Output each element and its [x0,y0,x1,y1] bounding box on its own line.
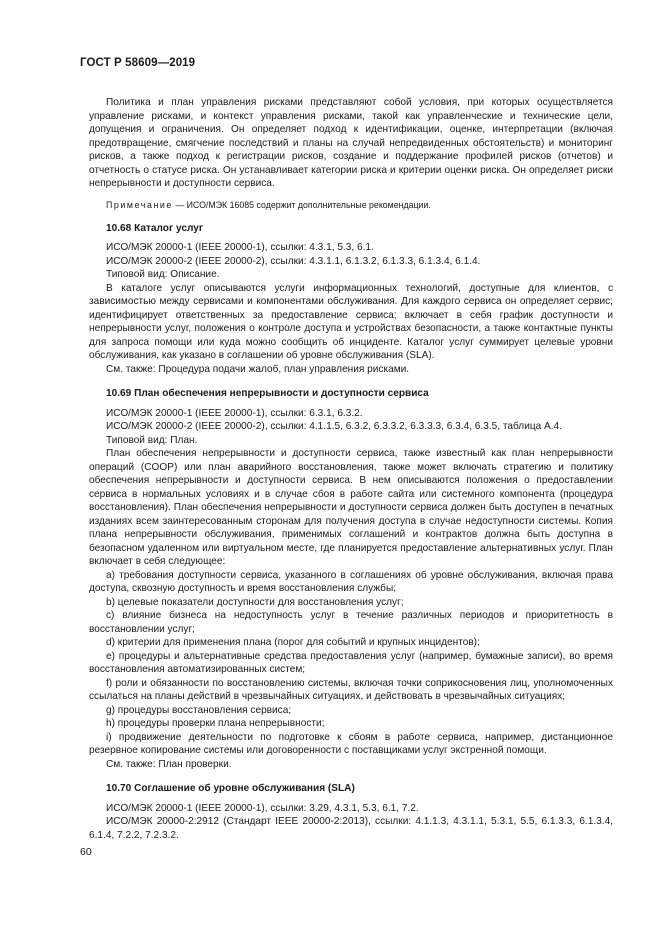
paragraph: Политика и план управления рисками представляют собой условия, при которых осуществляется управление рисками, и контекст управления рисками, такой как управленческие и технические цели, допущения и ограничения. Он определяет подход к идентификации, оценке, интерпретации (включая предотвращение, смягчение последствий и планы на случай непредвиденных обстоятельств) и мониторинг рисков, а также подход к регистрации рисков, создание и поддержание профилей рисков (отчетов) и отчетность о статусе риска. Он устанавливает категории риска и критерии оценки риска. Он определяет риски непрерывности и доступности сервиса. [89,97,613,189]
paragraph: i) продвижение деятельности по подготовке к сбоям в работе сервиса, например, дистанционное резервное копирование системы или договоренности с поставщиками услуг экстренной помощи. [89,731,613,756]
paragraph: ИСО/МЭК 20000-2 (IEEE 20000-2), ссылки: 4.1.1.5, 6.3.2, 6.3.3.2, 6.3.3.3, 6.3.4, 6.3.5, таблица А.4. [106,421,562,432]
page-number: 60 [80,846,92,858]
paragraph: См. также: План проверки. [106,758,232,770]
paragraph: h) процедуры проверки плана непрерывности; [106,718,325,729]
page-header: ГОСТ Р 58609—2019 [80,57,196,69]
paragraph: g) процедуры восстановления сервиса; [106,704,292,716]
paragraph: e) процедуры и альтернативные средства предоставления услуг (например, бумажные записи), во время восстановления автоматизированных систем; [89,650,613,675]
paragraph: Типовой вид: Описание. [106,269,220,280]
paragraph: План обеспечения непрерывности и доступности сервиса, также известный как план непрерывности операций (COOP) или план аварийного восстановления, также может включать стратегию и политику обеспечения непрерывности и доступности сервиса. В нем описываются положения о предоставлении сервиса в нормальных условиях и в случае сбоя в работе сайта или системного компонента (процедура восстановления). План обеспечения непрерывности и доступности сервиса должен быть доступен в печатных изданиях всем заинтересованным сторонам для получения доступа в случае недоступности системы. Копия плана непрерывности обслуживания, применимых соглашений и контрактов должна быть доступна в безопасном удаленном или виртуальном месте, где планируется предоставление альтернативных услуг. План включает в себя следующее: [89,448,613,567]
section-heading: 10.69 План обеспечения непрерывности и доступности сервиса [106,388,429,399]
document-body [89,96,613,842]
paragraph: a) требования доступности сервиса, указанного в соглашениях об уровне обслуживания, включая права доступа, сквозную доступность и время восстановления службы; [89,569,613,594]
paragraph: d) критерии для применения плана (порог для событий и крупных инцидентов); [106,637,480,648]
paragraph: b) целевые показатели доступности для восстановления услуг; [106,596,404,608]
paragraph: См. также: Процедура подачи жалоб, план управления рисками. [106,363,410,375]
paragraph: ИСО/МЭК 20000-2 (IEEE 20000-2), ссылки: 4.3.1.1, 6.1.3.2, 6.1.3.3, 6.1.3.4, 6.1.4. [106,255,481,267]
paragraph: Типовой вид: План. [106,434,198,446]
note-text: — ИСО/МЭК 16085 содержит дополнительные рекомендации. [172,199,431,210]
paragraph: ИСО/МЭК 20000-1 (IEEE 20000-1), ссылки: 6.3.1, 6.3.2. [106,407,363,419]
paragraph: ИСО/МЭК 20000-1 (IEEE 20000-1), ссылки: 3.29, 4.3.1, 5.3, 6.1, 7.2. [106,802,419,814]
note-paragraph [89,199,613,211]
paragraph: f) роли и обязанности по восстановлению системы, включая точки соприкосновения лиц, уполномоченных ссылаться на планы действий в чрезвычайных ситуациях, и действовать в чрезвычайных ситуациях; [89,677,613,702]
section-heading: 10.70 Соглашение об уровне обслуживания (SLA) [106,783,355,794]
paragraph: ИСО/МЭК 20000-2:2912 (Стандарт IEEE 20000-2:2013), ссылки: 4.1.1.3, 4.3.1.1, 5.3.1, 5.5, 6.1.3.3, 6.1.3.4, 6.1.4, 7.2.2, 7.2.3.2. [89,816,613,841]
note-label: Примечание [106,199,173,210]
paragraph: В каталоге услуг описываются услуги информационных технологий, доступные для клиентов, с зависимостью между сервисами и компонентами обслуживания. Для каждого сервиса он определяет сервис; идентифицирует ответственных за предоставление сервиса; включает в себя график доступности и непрерывности услуг, положения о контроле доступа и устройствах безопасности, а также контактные пункты для запроса помощи или куда можно сообщить об инциденте. Каталог услуг суммирует целевые уровни обслуживания, как указано в соглашении об уровне обслуживания (SLA). [89,282,613,361]
section-heading: 10.68 Каталог услуг [106,222,204,234]
paragraph: ИСО/МЭК 20000-1 (IEEE 20000-1), ссылки: 4.3.1, 5.3, 6.1. [106,242,374,253]
paragraph: c) влияние бизнеса на недоступность услуг в течение различных периодов и приоритетность в восстановлении услуг; [89,610,613,635]
